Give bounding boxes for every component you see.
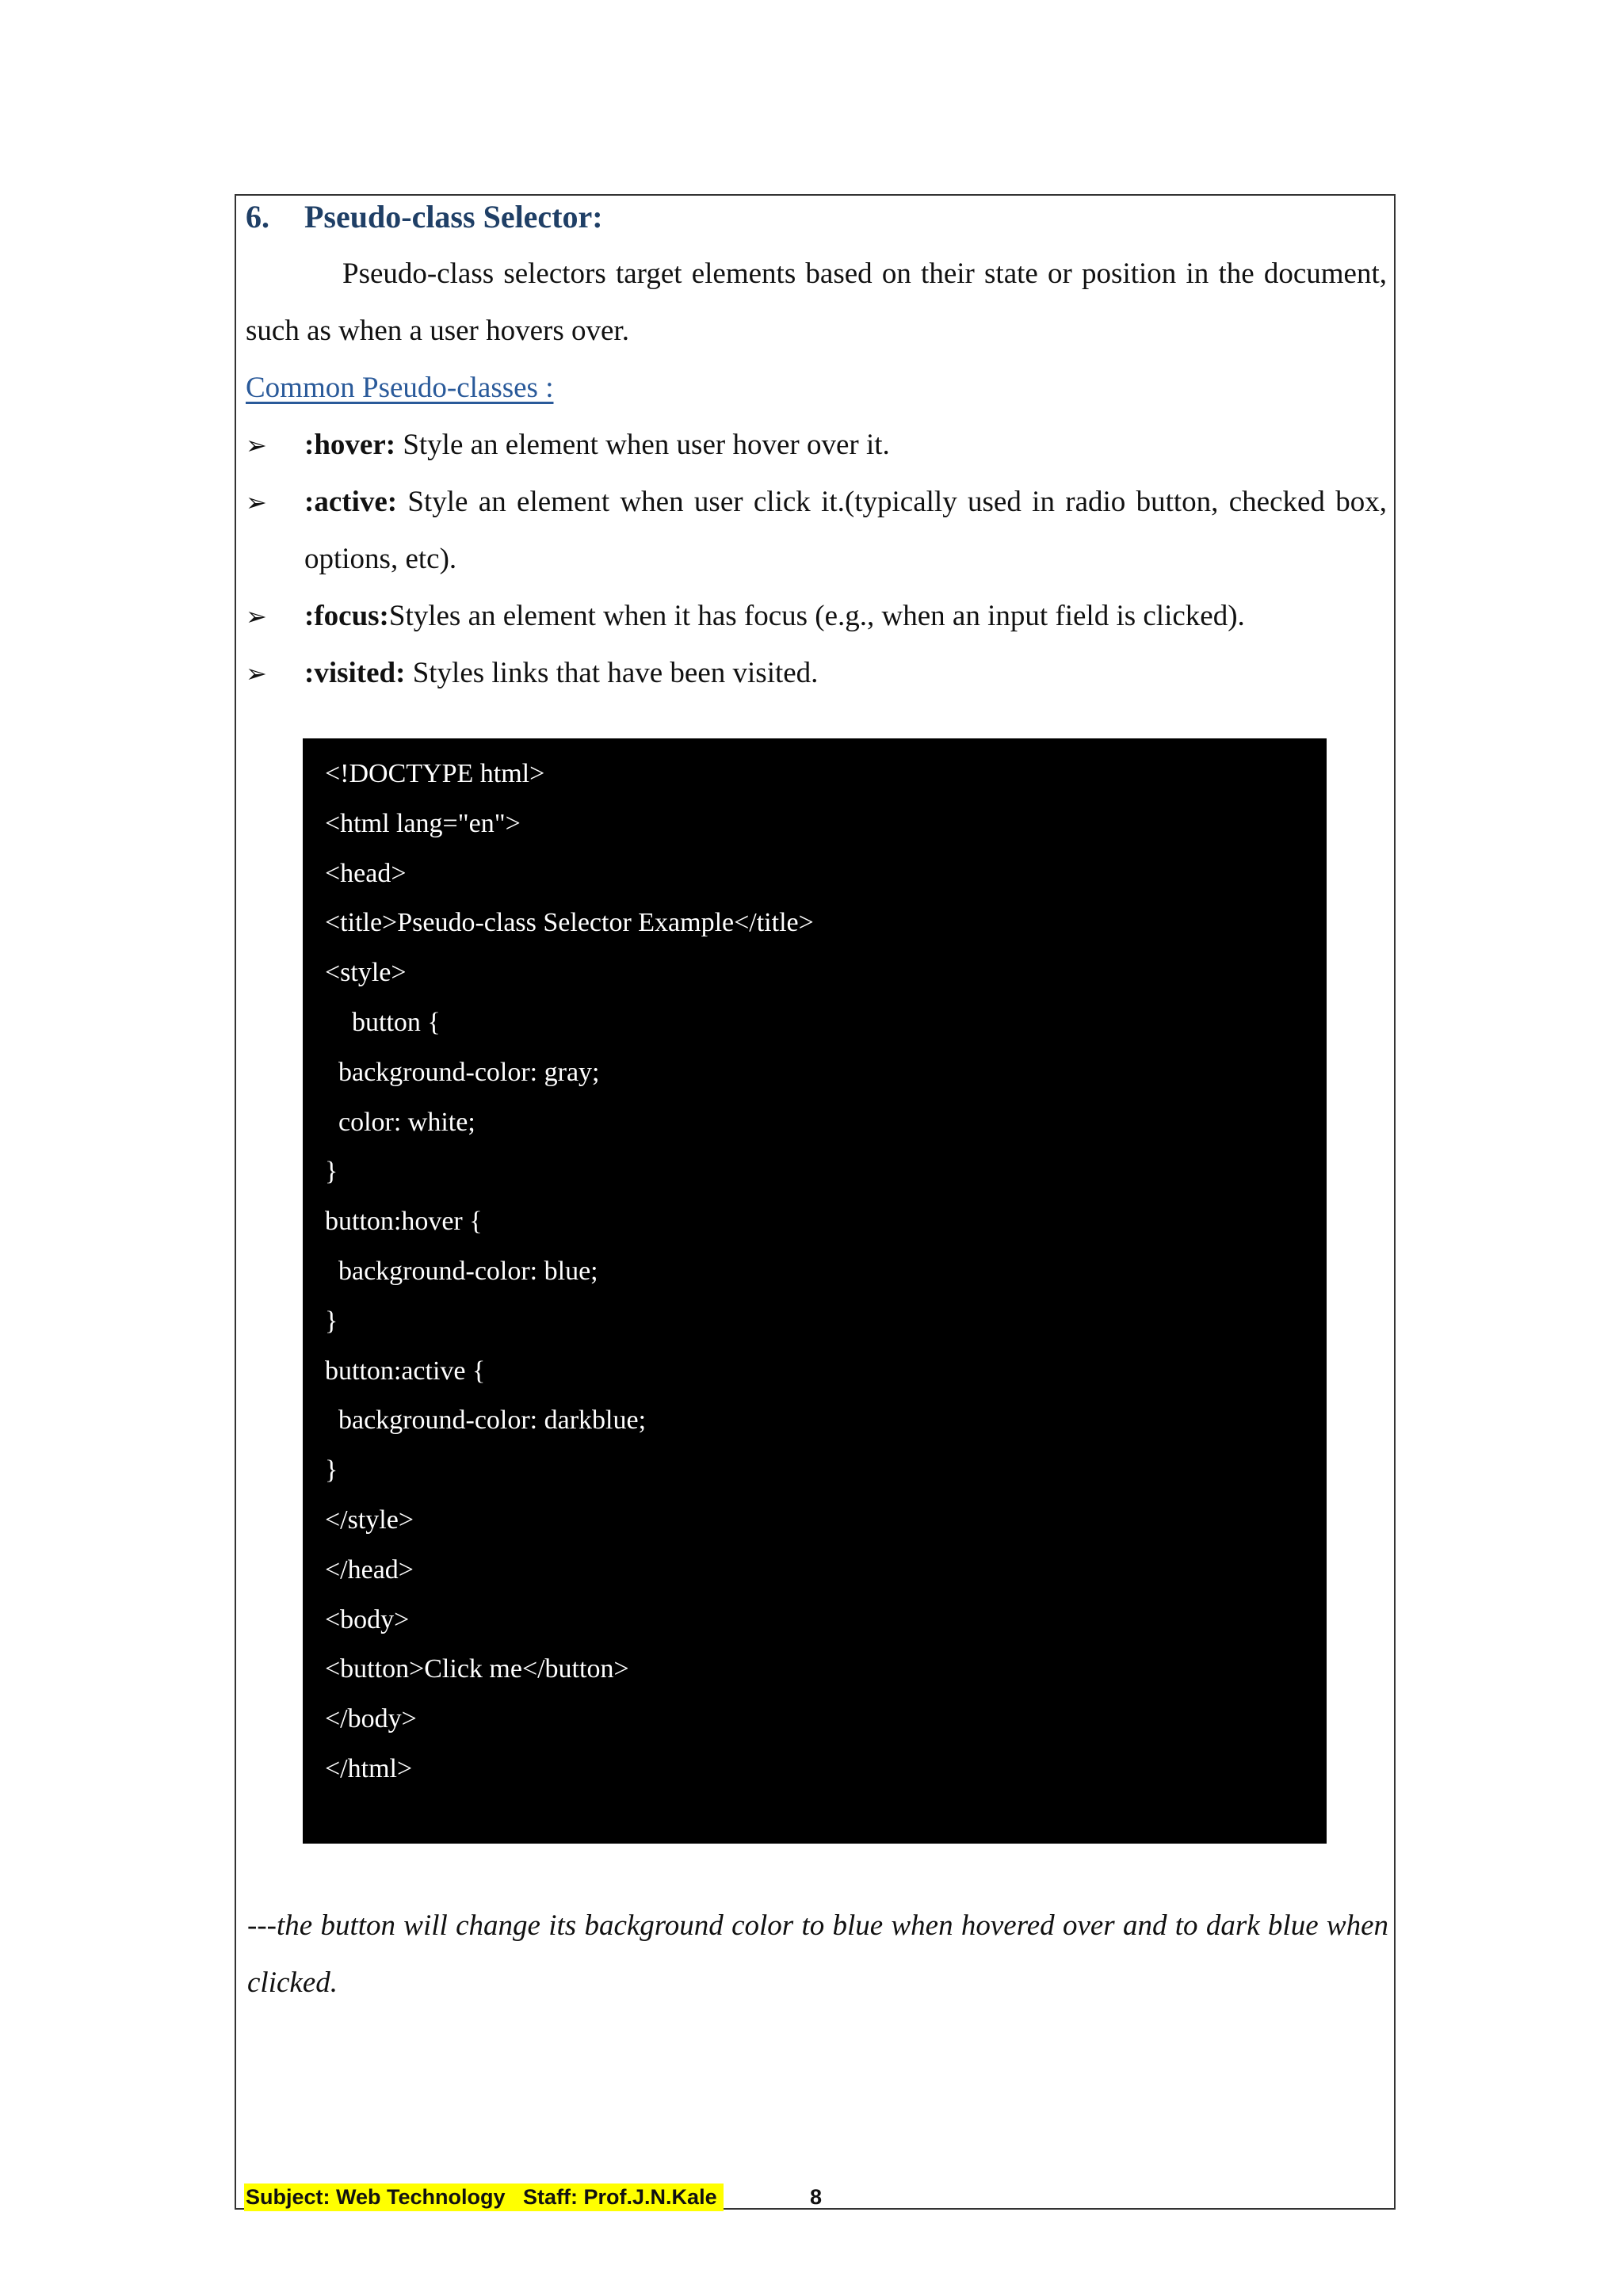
code-line: </style> <box>325 1505 414 1535</box>
code-line: <head> <box>325 858 407 888</box>
code-line: <body> <box>325 1604 410 1634</box>
footer-subject-staff <box>244 2183 724 2211</box>
section-heading <box>246 198 1387 246</box>
code-line: <!DOCTYPE html> <box>325 759 545 788</box>
intro-text: Pseudo-class selectors target elements based on their state or position in the document, such as when a user hovers over. <box>246 257 1387 347</box>
intro-paragraph <box>246 246 1387 360</box>
bullet-term: :hover: <box>304 429 396 461</box>
arrow-bullet-icon: ➢ <box>246 430 267 460</box>
code-line: <style> <box>325 958 407 988</box>
explanation-note: ---the button will change its background color to blue when hovered over and to dark blue when clicked. <box>247 1909 1388 1999</box>
page-number: 8 <box>810 2185 823 2209</box>
page-footer <box>244 2183 823 2211</box>
code-line: <title>Pseudo-class Selector Example</title> <box>325 908 814 938</box>
bullet-term: :focus: <box>304 600 389 632</box>
footer-subject: Subject: Web Technology <box>246 2185 506 2209</box>
code-line: button:hover { <box>325 1207 483 1237</box>
bullet-item <box>246 417 1387 474</box>
bullet-text: Styles an element when it has focus (e.g., when an input field is clicked). <box>388 600 1245 632</box>
section-number: 6. <box>246 199 269 235</box>
code-line: background-color: blue; <box>325 1256 598 1286</box>
bullet-term: :visited: <box>304 657 406 689</box>
code-line: color: white; <box>325 1107 475 1137</box>
footer-staff: Staff: Prof.J.N.Kale <box>523 2185 717 2209</box>
code-line: </head> <box>325 1554 414 1585</box>
code-line: </body> <box>325 1704 417 1734</box>
bullet-text: Style an element when user hover over it. <box>395 429 890 461</box>
bullet-text: Style an element when user click it.(typically used in radio button, checked box, options, etc). <box>304 486 1387 575</box>
code-line: button { <box>325 1007 441 1037</box>
code-line: </html> <box>325 1753 413 1783</box>
code-line: <html lang="en"> <box>325 808 521 838</box>
bullet-term: :active: <box>304 486 398 518</box>
code-line: background-color: gray; <box>325 1057 600 1087</box>
arrow-bullet-icon: ➢ <box>246 658 267 688</box>
bullet-item <box>246 645 1387 702</box>
code-example-block <box>303 738 1327 1844</box>
code-line: background-color: darkblue; <box>325 1405 647 1436</box>
code-line: button:active { <box>325 1356 486 1386</box>
arrow-bullet-icon: ➢ <box>246 487 267 517</box>
code-line: <button>Click me</button> <box>325 1654 629 1684</box>
code-line: } <box>325 1455 338 1486</box>
bullet-text: Styles links that have been visited. <box>405 657 819 689</box>
code-line: } <box>325 1157 338 1187</box>
bullet-item <box>246 588 1387 645</box>
code-line: } <box>325 1306 338 1336</box>
section-title: Pseudo-class Selector: <box>304 199 603 235</box>
document-body <box>246 198 1387 702</box>
bullet-item <box>246 474 1387 588</box>
arrow-bullet-icon: ➢ <box>246 601 267 631</box>
subheading-link[interactable]: Common Pseudo-classes : <box>246 372 554 404</box>
